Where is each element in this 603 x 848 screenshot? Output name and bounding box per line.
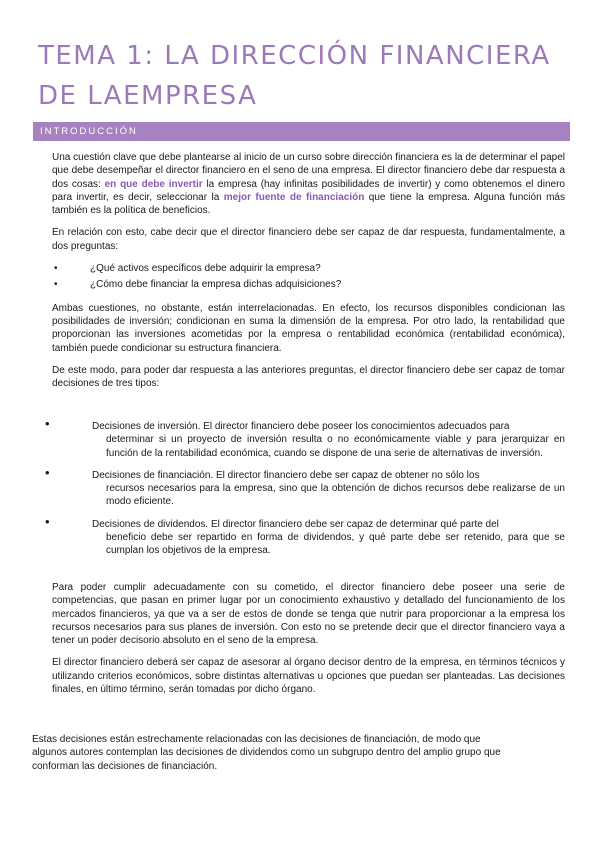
list-item: • ¿Cómo debe financiar la empresa dichas adquisiciones? xyxy=(52,278,565,291)
paragraph-1: Una cuestión clave que debe plantearse al inicio de un curso sobre dirección financiera es la de determinar el papel que debe desempeñar el director financiero en el seno de una empresa. El director financiero debe dar respuesta a dos cosas: en que debe invertir la empresa (hay infinitas posibilidades de invertir) y como obtenemos el dinero para invertir, es decir, seleccionar la mejor fuente de financiación que tiene la empresa. Alguna función más también es la política de beneficios. xyxy=(52,152,565,217)
decision-item: • Decisiones de financiación. El director financiero debe ser capaz de obtener no sólo los recursos necesarios para la empresa, sino que la obtención de dichos recursos debe realizarse de un modo eficiente. xyxy=(45,464,565,508)
list-item: • ¿Qué activos específicos debe adquirir la empresa? xyxy=(52,262,565,275)
paragraph-4: De este modo, para poder dar respuesta a las anteriores preguntas, el director financiero debe ser capaz de tomar decisiones de tres tipos: xyxy=(52,364,565,390)
final-paragraph: Estas decisiones están estrechamente relacionadas con las decisiones de financiación, de modo que algunos autores contemplan las decisiones de dividendos como un subgrupo dentro del amplio grupo que conforman las decisiones de financiación. xyxy=(32,734,501,772)
question-list xyxy=(52,262,565,292)
decision-item: • Decisiones de inversión. El director financiero debe poseer los conocimientos adecuados para determinar si un proyecto de inversión resulta o no económicamente viable y para jerarquizar en función de la rentabilidad económica, cuando se dispone de una serie de alternativas de inversión. xyxy=(45,416,565,459)
bullet-icon: • xyxy=(45,464,50,480)
bullet-icon: • xyxy=(45,513,50,529)
closing-body xyxy=(52,581,565,705)
section-header: INTRODUCCIÓN xyxy=(33,122,570,141)
paragraph-5: Para poder cumplir adecuadamente con su cometido, el director financiero debe poseer una serie de competencias, que pasan en primer lugar por un conocimiento exhaustivo y detallado del funcionamiento de los mercados financieros, ya que va a ser de estos de donde se tenga que nutrir para proporcionar a la empresa los recursos necesarios para sus planes de inversión. Con esto no se pretende decir que el director financiero vaya a tener un poder decisorio absoluto en el seno de la empresa. xyxy=(52,582,565,647)
decision-item: • Decisiones de dividendos. El director financiero debe ser capaz de determinar qué parte del beneficio debe ser repartido en forma de dividendos, y qué parte debe ser retenido, para que se cumplan los objetivos de la empresa. xyxy=(45,513,565,557)
page-title xyxy=(38,36,578,116)
title-line-2: DE LAEMPRESA xyxy=(38,81,258,111)
highlight-financing: mejor fuente de financiación xyxy=(223,191,365,203)
bullet-icon: • xyxy=(45,416,50,431)
paragraph-2: En relación con esto, cabe decir que el director financiero debe ser capaz de dar respuesta, fundamentalmente, a dos preguntas: xyxy=(52,227,565,252)
title-line-1: TEMA 1: LA DIRECCIÓN FINANCIERA xyxy=(38,41,551,71)
paragraph-6: El director financiero deberá ser capaz de asesorar al órgano decisor dentro de la empresa, en términos técnicos y utilizando criterios económicos, sobre distintas alternativas u opciones que puedan ser planteadas. Las decisiones finales, en último término, serán tomadas por dicho órgano. xyxy=(52,657,565,696)
intro-body xyxy=(52,151,565,399)
paragraph-3: Ambas cuestiones, no obstante, están interrelacionadas. En efecto, los recursos disponibles condicionan las posibilidades de inversión; condicionan en suma la dimensión de la empresa. Por otro lado, la rentabilidad que proporcionan las inversiones acometidas por la empresa o rentabilidad económica (rentabilidad económica), también puede condicionar su estructura financiera. xyxy=(52,302,565,354)
highlight-invest: en que debe invertir xyxy=(104,178,203,190)
decision-list xyxy=(40,416,565,567)
